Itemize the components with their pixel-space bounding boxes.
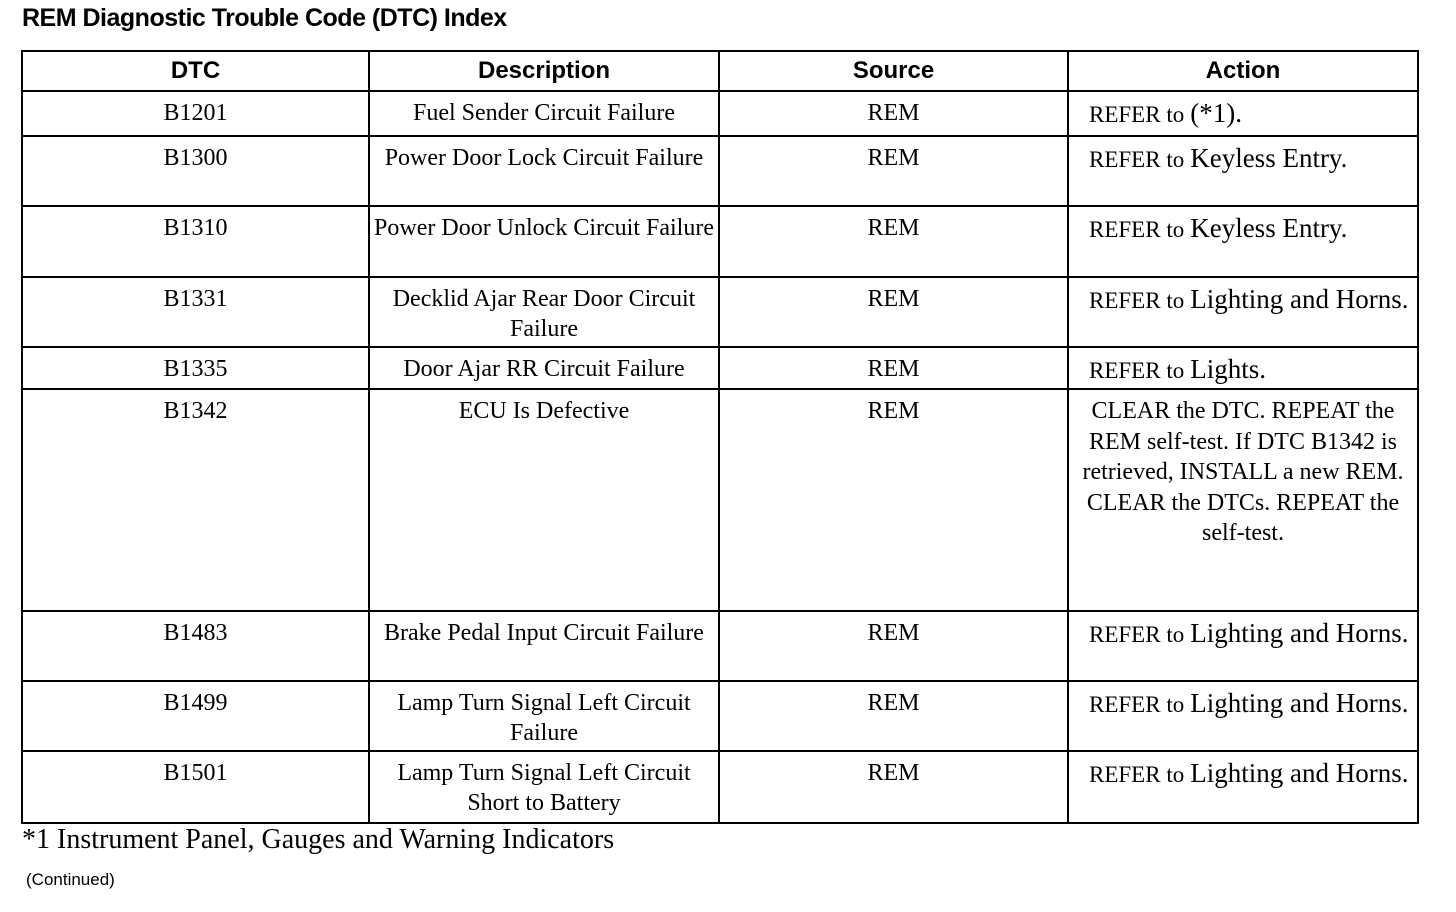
continued-label: (Continued) xyxy=(26,870,115,889)
dtc-action xyxy=(1068,681,1418,751)
table-row xyxy=(22,751,1418,823)
column-header-action: Action xyxy=(1068,51,1418,91)
dtc-code: B1483 xyxy=(22,611,369,681)
dtc-source: REM xyxy=(719,206,1068,277)
table-row xyxy=(22,389,1418,611)
column-header-dtc: DTC xyxy=(22,51,369,91)
table-row xyxy=(22,681,1418,751)
action-target: Lighting and Horns. xyxy=(1190,758,1409,788)
dtc-action xyxy=(1068,751,1418,823)
table-row xyxy=(22,206,1418,277)
action-target: Lights. xyxy=(1190,354,1266,384)
dtc-action xyxy=(1068,206,1418,277)
action-refer: REFER to xyxy=(1089,147,1185,172)
dtc-code: B1335 xyxy=(22,347,369,389)
action-target: Lighting and Horns. xyxy=(1190,618,1409,648)
column-header-source: Source xyxy=(719,51,1068,91)
dtc-action xyxy=(1068,277,1418,347)
dtc-source: REM xyxy=(719,611,1068,681)
dtc-code: B1501 xyxy=(22,751,369,823)
dtc-description: Fuel Sender Circuit Failure xyxy=(369,91,719,136)
dtc-source: REM xyxy=(719,347,1068,389)
dtc-description: Power Door Unlock Circuit Failure xyxy=(369,206,719,277)
action-refer: REFER to xyxy=(1089,762,1185,787)
action-refer: REFER to xyxy=(1089,102,1185,127)
action-target: Lighting and Horns. xyxy=(1190,284,1409,314)
dtc-code: B1300 xyxy=(22,136,369,206)
dtc-source: REM xyxy=(719,389,1068,611)
table-row xyxy=(22,277,1418,347)
action-refer: REFER to xyxy=(1089,622,1185,647)
column-header-description: Description xyxy=(369,51,719,91)
footnote: *1 Instrument Panel, Gauges and Warning Indicators xyxy=(22,824,615,855)
dtc-code: B1499 xyxy=(22,681,369,751)
dtc-code: B1331 xyxy=(22,277,369,347)
dtc-index-table xyxy=(21,50,1419,824)
action-refer: REFER to xyxy=(1089,217,1185,242)
dtc-code: B1310 xyxy=(22,206,369,277)
dtc-description: ECU Is Defective xyxy=(369,389,719,611)
dtc-action xyxy=(1068,611,1418,681)
table-row xyxy=(22,91,1418,136)
action-refer: REFER to xyxy=(1089,288,1185,313)
action-target: Keyless Entry. xyxy=(1190,143,1348,173)
action-refer: REFER to xyxy=(1089,692,1185,717)
dtc-description: Power Door Lock Circuit Failure xyxy=(369,136,719,206)
table-row xyxy=(22,136,1418,206)
dtc-code: B1201 xyxy=(22,91,369,136)
table-row xyxy=(22,347,1418,389)
dtc-code: B1342 xyxy=(22,389,369,611)
dtc-source: REM xyxy=(719,91,1068,136)
dtc-action xyxy=(1068,347,1418,389)
dtc-source: REM xyxy=(719,136,1068,206)
dtc-action: CLEAR the DTC. REPEAT the REM self-test. If DTC B1342 is retrieved, INSTALL a new REM. CLEAR the DTCs. REPEAT the self-test. xyxy=(1068,389,1418,611)
dtc-source: REM xyxy=(719,751,1068,823)
table-row xyxy=(22,611,1418,681)
dtc-description: Door Ajar RR Circuit Failure xyxy=(369,347,719,389)
dtc-source: REM xyxy=(719,681,1068,751)
dtc-description: Lamp Turn Signal Left Circuit Short to Battery xyxy=(369,751,719,823)
dtc-description: Brake Pedal Input Circuit Failure xyxy=(369,611,719,681)
dtc-description: Decklid Ajar Rear Door Circuit Failure xyxy=(369,277,719,347)
table-header-row xyxy=(22,51,1418,91)
dtc-action xyxy=(1068,136,1418,206)
action-target: Lighting and Horns. xyxy=(1190,688,1409,718)
action-target: (*1). xyxy=(1190,98,1242,128)
dtc-source: REM xyxy=(719,277,1068,347)
action-target: Keyless Entry. xyxy=(1190,213,1348,243)
dtc-action xyxy=(1068,91,1418,136)
dtc-description: Lamp Turn Signal Left Circuit Failure xyxy=(369,681,719,751)
page-title: REM Diagnostic Trouble Code (DTC) Index xyxy=(22,4,507,32)
action-refer: REFER to xyxy=(1089,358,1185,383)
